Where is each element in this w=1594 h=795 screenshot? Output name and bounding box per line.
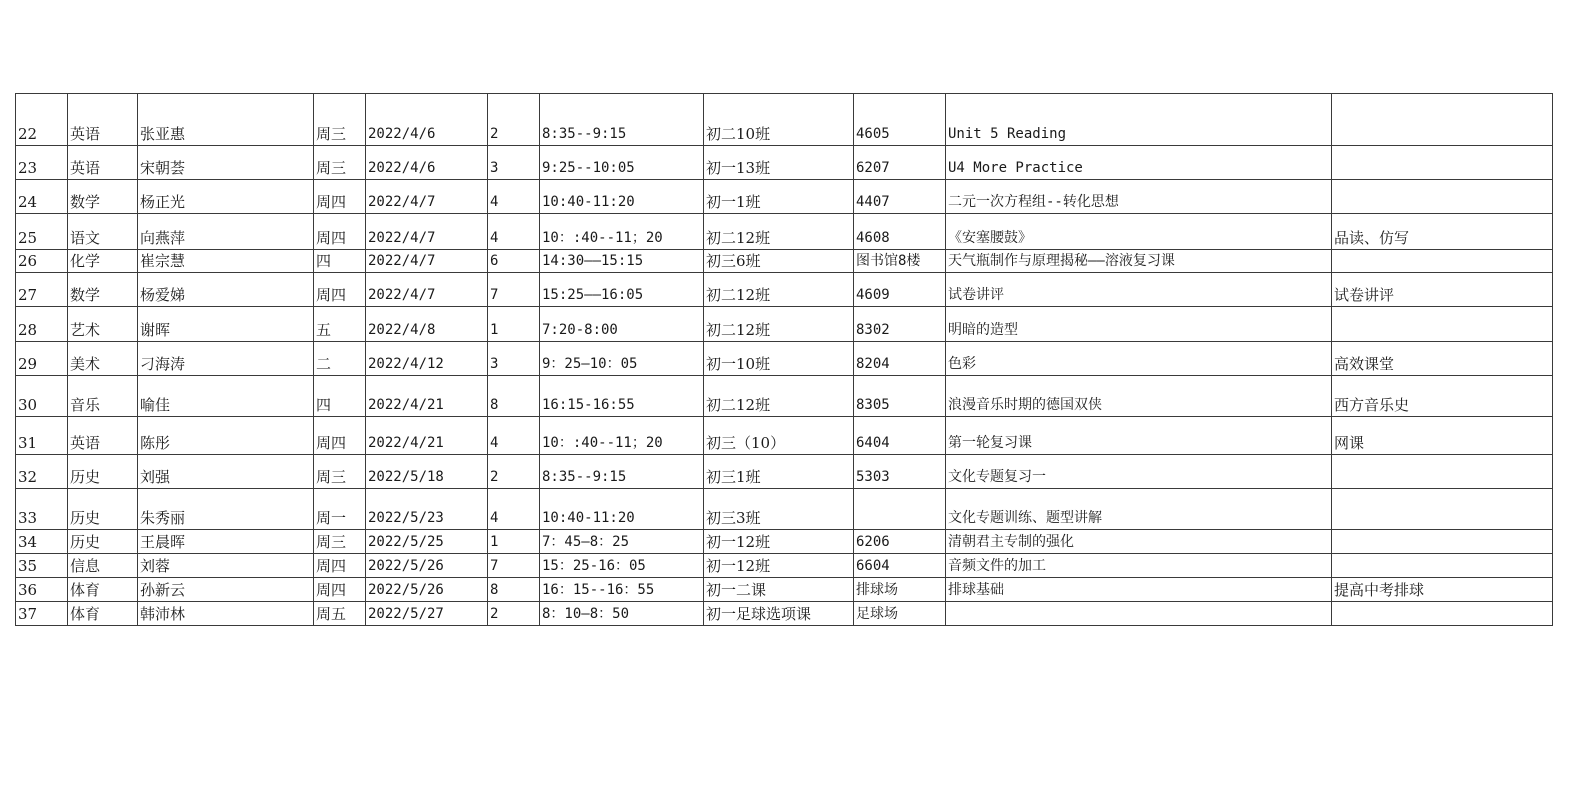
- table-row: [16, 554, 1553, 578]
- cell-room[interactable]: 图书馆8楼: [854, 250, 946, 273]
- cell-note[interactable]: [1332, 455, 1553, 489]
- cell-teacher[interactable]: 喻佳: [138, 376, 314, 417]
- cell-class[interactable]: 初二12班: [704, 307, 854, 342]
- cell-time[interactable]: 14:30——15:15: [540, 250, 704, 273]
- cell-time[interactable]: 9:25--10:05: [540, 146, 704, 180]
- cell-teacher[interactable]: 王晨晖: [138, 530, 314, 554]
- cell-note[interactable]: [1332, 530, 1553, 554]
- cell-date[interactable]: 2022/4/6: [366, 146, 488, 180]
- cell-room[interactable]: 4605: [854, 94, 946, 146]
- cell-topic[interactable]: 第一轮复习课: [946, 417, 1332, 455]
- cell-weekday[interactable]: 四: [314, 376, 366, 417]
- cell-topic[interactable]: 试卷讲评: [946, 273, 1332, 307]
- table-row: [16, 146, 1553, 180]
- cell-class[interactable]: 初一10班: [704, 342, 854, 376]
- cell-time[interactable]: 16：15--16：55: [540, 578, 704, 602]
- cell-row-number[interactable]: 30: [16, 376, 68, 417]
- cell-topic[interactable]: 音频文件的加工: [946, 554, 1332, 578]
- cell-time[interactable]: 15:25——16:05: [540, 273, 704, 307]
- cell-row-number[interactable]: 36: [16, 578, 68, 602]
- cell-period[interactable]: 8: [488, 376, 540, 417]
- cell-date[interactable]: 2022/4/7: [366, 180, 488, 214]
- cell-date[interactable]: 2022/5/23: [366, 489, 488, 530]
- cell-row-number[interactable]: 34: [16, 530, 68, 554]
- cell-date[interactable]: 2022/5/26: [366, 578, 488, 602]
- cell-date[interactable]: 2022/5/26: [366, 554, 488, 578]
- cell-period[interactable]: 7: [488, 554, 540, 578]
- cell-weekday[interactable]: 周三: [314, 530, 366, 554]
- cell-room[interactable]: 8305: [854, 376, 946, 417]
- cell-weekday[interactable]: 周四: [314, 578, 366, 602]
- cell-note[interactable]: 高效课堂: [1332, 342, 1553, 376]
- cell-teacher[interactable]: 杨正光: [138, 180, 314, 214]
- table-row: [16, 376, 1553, 417]
- cell-room[interactable]: 8302: [854, 307, 946, 342]
- cell-weekday[interactable]: 四: [314, 250, 366, 273]
- cell-weekday[interactable]: 周四: [314, 180, 366, 214]
- cell-class[interactable]: 初一1班: [704, 180, 854, 214]
- cell-date[interactable]: 2022/5/18: [366, 455, 488, 489]
- cell-subject[interactable]: 音乐: [68, 376, 138, 417]
- table-row: [16, 307, 1553, 342]
- cell-topic[interactable]: 二元一次方程组--转化思想: [946, 180, 1332, 214]
- cell-time[interactable]: 10:40-11:20: [540, 489, 704, 530]
- cell-time[interactable]: 10：:40--11；20: [540, 214, 704, 250]
- cell-note[interactable]: 试卷讲评: [1332, 273, 1553, 307]
- cell-time[interactable]: 16:15-16:55: [540, 376, 704, 417]
- cell-row-number[interactable]: 22: [16, 94, 68, 146]
- cell-date[interactable]: 2022/4/8: [366, 307, 488, 342]
- cell-class[interactable]: 初三1班: [704, 455, 854, 489]
- table-row: [16, 602, 1553, 626]
- table-row: [16, 530, 1553, 554]
- cell-period[interactable]: 2: [488, 94, 540, 146]
- cell-time[interactable]: 15：25-16：05: [540, 554, 704, 578]
- cell-period[interactable]: 1: [488, 307, 540, 342]
- table-row: [16, 342, 1553, 376]
- cell-date[interactable]: 2022/4/12: [366, 342, 488, 376]
- cell-topic[interactable]: Unit 5 Reading: [946, 94, 1332, 146]
- cell-period[interactable]: 4: [488, 214, 540, 250]
- cell-topic[interactable]: 文化专题复习一: [946, 455, 1332, 489]
- cell-date[interactable]: 2022/4/21: [366, 376, 488, 417]
- cell-subject[interactable]: 艺术: [68, 307, 138, 342]
- cell-weekday[interactable]: 周四: [314, 273, 366, 307]
- cell-period[interactable]: 4: [488, 180, 540, 214]
- cell-weekday[interactable]: 周一: [314, 489, 366, 530]
- cell-note[interactable]: [1332, 180, 1553, 214]
- cell-note[interactable]: 网课: [1332, 417, 1553, 455]
- cell-room[interactable]: [854, 489, 946, 530]
- cell-class[interactable]: 初三6班: [704, 250, 854, 273]
- cell-note[interactable]: 西方音乐史: [1332, 376, 1553, 417]
- cell-note[interactable]: [1332, 146, 1553, 180]
- cell-teacher[interactable]: 宋朝荟: [138, 146, 314, 180]
- cell-note[interactable]: [1332, 94, 1553, 146]
- cell-period[interactable]: 3: [488, 342, 540, 376]
- cell-class[interactable]: 初二12班: [704, 376, 854, 417]
- cell-room[interactable]: 排球场: [854, 578, 946, 602]
- cell-weekday[interactable]: 周三: [314, 455, 366, 489]
- cell-room[interactable]: 6604: [854, 554, 946, 578]
- cell-subject[interactable]: 英语: [68, 417, 138, 455]
- cell-teacher[interactable]: 刁海涛: [138, 342, 314, 376]
- cell-time[interactable]: 10：:40--11；20: [540, 417, 704, 455]
- cell-note[interactable]: [1332, 250, 1553, 273]
- cell-period[interactable]: 3: [488, 146, 540, 180]
- cell-teacher[interactable]: 杨爱娣: [138, 273, 314, 307]
- table-row: [16, 94, 1553, 146]
- cell-period[interactable]: 1: [488, 530, 540, 554]
- cell-date[interactable]: 2022/4/7: [366, 273, 488, 307]
- cell-period[interactable]: 4: [488, 417, 540, 455]
- cell-row-number[interactable]: 35: [16, 554, 68, 578]
- cell-row-number[interactable]: 32: [16, 455, 68, 489]
- cell-note[interactable]: [1332, 554, 1553, 578]
- cell-subject[interactable]: 历史: [68, 489, 138, 530]
- cell-row-number[interactable]: 26: [16, 250, 68, 273]
- cell-topic[interactable]: 清朝君主专制的强化: [946, 530, 1332, 554]
- cell-class[interactable]: 初三3班: [704, 489, 854, 530]
- cell-teacher[interactable]: 陈彤: [138, 417, 314, 455]
- cell-class[interactable]: 初二10班: [704, 94, 854, 146]
- schedule-table: [15, 93, 1553, 626]
- cell-teacher[interactable]: 向燕萍: [138, 214, 314, 250]
- cell-date[interactable]: 2022/5/25: [366, 530, 488, 554]
- cell-period[interactable]: 7: [488, 273, 540, 307]
- cell-row-number[interactable]: 31: [16, 417, 68, 455]
- cell-subject[interactable]: 数学: [68, 273, 138, 307]
- cell-date[interactable]: 2022/4/7: [366, 214, 488, 250]
- cell-subject[interactable]: 化学: [68, 250, 138, 273]
- cell-teacher[interactable]: 谢晖: [138, 307, 314, 342]
- table-row: [16, 214, 1553, 250]
- cell-time[interactable]: 7：45—8：25: [540, 530, 704, 554]
- cell-class[interactable]: 初一12班: [704, 554, 854, 578]
- cell-class[interactable]: 初一二课: [704, 578, 854, 602]
- cell-teacher[interactable]: 刘蓉: [138, 554, 314, 578]
- cell-weekday[interactable]: 二: [314, 342, 366, 376]
- cell-topic[interactable]: 色彩: [946, 342, 1332, 376]
- table-row: [16, 417, 1553, 455]
- cell-teacher[interactable]: 韩沛林: [138, 602, 314, 626]
- cell-class[interactable]: 初三（10）: [704, 417, 854, 455]
- cell-topic[interactable]: [946, 602, 1332, 626]
- cell-subject[interactable]: 历史: [68, 530, 138, 554]
- cell-topic[interactable]: 明暗的造型: [946, 307, 1332, 342]
- schedule-table-body: [16, 94, 1553, 626]
- cell-row-number[interactable]: 28: [16, 307, 68, 342]
- cell-row-number[interactable]: 24: [16, 180, 68, 214]
- cell-teacher[interactable]: 崔宗慧: [138, 250, 314, 273]
- cell-subject[interactable]: 历史: [68, 455, 138, 489]
- cell-note[interactable]: 提高中考排球: [1332, 578, 1553, 602]
- cell-topic[interactable]: 天气瓶制作与原理揭秘——溶液复习课: [946, 250, 1332, 273]
- cell-weekday[interactable]: 周四: [314, 417, 366, 455]
- cell-note[interactable]: [1332, 489, 1553, 530]
- cell-subject[interactable]: 信息: [68, 554, 138, 578]
- cell-topic[interactable]: 排球基础: [946, 578, 1332, 602]
- cell-subject[interactable]: 语文: [68, 214, 138, 250]
- table-row: [16, 180, 1553, 214]
- cell-teacher[interactable]: 刘强: [138, 455, 314, 489]
- cell-note[interactable]: [1332, 307, 1553, 342]
- cell-period[interactable]: 8: [488, 578, 540, 602]
- cell-class[interactable]: 初一13班: [704, 146, 854, 180]
- cell-row-number[interactable]: 33: [16, 489, 68, 530]
- cell-topic[interactable]: 文化专题训练、题型讲解: [946, 489, 1332, 530]
- cell-topic[interactable]: 《安塞腰鼓》: [946, 214, 1332, 250]
- cell-row-number[interactable]: 29: [16, 342, 68, 376]
- cell-time[interactable]: 10:40-11:20: [540, 180, 704, 214]
- cell-subject[interactable]: 美术: [68, 342, 138, 376]
- table-row: [16, 578, 1553, 602]
- table-row: [16, 489, 1553, 530]
- cell-weekday[interactable]: 周三: [314, 146, 366, 180]
- cell-subject[interactable]: 体育: [68, 578, 138, 602]
- cell-row-number[interactable]: 25: [16, 214, 68, 250]
- cell-weekday[interactable]: 周四: [314, 214, 366, 250]
- cell-class[interactable]: 初二12班: [704, 273, 854, 307]
- cell-note[interactable]: 品读、仿写: [1332, 214, 1553, 250]
- cell-room[interactable]: 4407: [854, 180, 946, 214]
- cell-room[interactable]: 6206: [854, 530, 946, 554]
- cell-room[interactable]: 4608: [854, 214, 946, 250]
- cell-time[interactable]: 8:35--9:15: [540, 455, 704, 489]
- cell-subject[interactable]: 英语: [68, 94, 138, 146]
- cell-room[interactable]: 6207: [854, 146, 946, 180]
- table-row: [16, 455, 1553, 489]
- cell-row-number[interactable]: 23: [16, 146, 68, 180]
- cell-room[interactable]: 5303: [854, 455, 946, 489]
- cell-subject[interactable]: 数学: [68, 180, 138, 214]
- cell-weekday[interactable]: 周四: [314, 554, 366, 578]
- cell-topic[interactable]: 浪漫音乐时期的德国双侠: [946, 376, 1332, 417]
- cell-teacher[interactable]: 张亚惠: [138, 94, 314, 146]
- cell-date[interactable]: 2022/4/7: [366, 250, 488, 273]
- cell-room[interactable]: 4609: [854, 273, 946, 307]
- cell-note[interactable]: [1332, 602, 1553, 626]
- cell-class[interactable]: 初一12班: [704, 530, 854, 554]
- cell-date[interactable]: 2022/5/27: [366, 602, 488, 626]
- cell-time[interactable]: 8:35--9:15: [540, 94, 704, 146]
- cell-date[interactable]: 2022/4/21: [366, 417, 488, 455]
- cell-period[interactable]: 6: [488, 250, 540, 273]
- cell-time[interactable]: 9：25—10：05: [540, 342, 704, 376]
- cell-teacher[interactable]: 朱秀丽: [138, 489, 314, 530]
- cell-time[interactable]: 8：10—8：50: [540, 602, 704, 626]
- cell-weekday[interactable]: 周五: [314, 602, 366, 626]
- cell-weekday[interactable]: 周三: [314, 94, 366, 146]
- cell-period[interactable]: 2: [488, 602, 540, 626]
- cell-row-number[interactable]: 37: [16, 602, 68, 626]
- cell-time[interactable]: 7:20-8:00: [540, 307, 704, 342]
- cell-weekday[interactable]: 五: [314, 307, 366, 342]
- cell-row-number[interactable]: 27: [16, 273, 68, 307]
- cell-room[interactable]: 足球场: [854, 602, 946, 626]
- cell-room[interactable]: 6404: [854, 417, 946, 455]
- cell-subject[interactable]: 英语: [68, 146, 138, 180]
- cell-class[interactable]: 初二12班: [704, 214, 854, 250]
- cell-class[interactable]: 初一足球选项课: [704, 602, 854, 626]
- cell-date[interactable]: 2022/4/6: [366, 94, 488, 146]
- cell-teacher[interactable]: 孙新云: [138, 578, 314, 602]
- cell-topic[interactable]: U4 More Practice: [946, 146, 1332, 180]
- cell-room[interactable]: 8204: [854, 342, 946, 376]
- cell-period[interactable]: 2: [488, 455, 540, 489]
- table-row: [16, 250, 1553, 273]
- table-row: [16, 273, 1553, 307]
- cell-subject[interactable]: 体育: [68, 602, 138, 626]
- cell-period[interactable]: 4: [488, 489, 540, 530]
